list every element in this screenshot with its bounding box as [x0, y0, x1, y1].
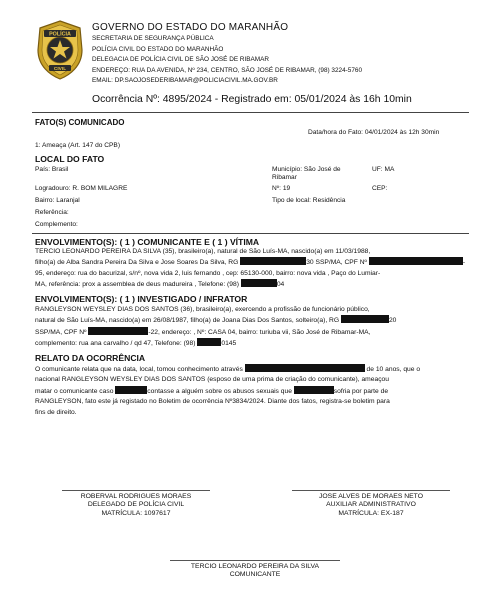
- signature-bottom-role: COMUNICANTE: [229, 571, 281, 579]
- redaction-block: [197, 338, 221, 346]
- badge-top-text: POLÍCIA: [49, 31, 71, 38]
- location-number: Nº: 19: [272, 185, 291, 192]
- location-reference: Referência:: [35, 209, 69, 216]
- header-address: ENDEREÇO: RUA DA AVENIDA, Nº 234, CENTRO, SÃO JOSÉ DE RIBAMAR, (98) 3224-5760: [92, 66, 362, 74]
- signature-left-name: ROBERVAL RODRIGUES MORAES: [80, 493, 192, 500]
- police-badge-icon: [36, 20, 84, 80]
- signature-right: [279, 493, 463, 518]
- signature-line-right: [292, 490, 450, 491]
- location-district: Bairro: Laranjal: [35, 197, 80, 204]
- header-government: GOVERNO DO ESTADO DO MARANHÃO: [92, 22, 289, 33]
- suspect-line-4: complemento: rua ana carvalho / qd 47, Telefone: (98) 0145: [35, 340, 237, 348]
- signature-left-role: DELEGADO DE POLÍCIA CIVIL: [87, 501, 185, 509]
- signature-left: [44, 493, 228, 518]
- victim-title: ENVOLVIMENTO(S): ( 1 ) COMUNICANTE E ( 1 ) VÍTIMA: [35, 237, 260, 247]
- redaction-block: [245, 364, 365, 372]
- report-line-5: fins de direito.: [35, 408, 77, 416]
- badge-bottom-text: CIVIL: [53, 66, 67, 72]
- signature-right-name: JOSE ALVES DE MORAES NETO: [319, 493, 423, 500]
- header-email: EMAIL: DP.SAOJOSEDERIBAMAR@POLICIACIVIL.MA.GOV.BR: [92, 77, 278, 85]
- signature-line-left: [62, 490, 210, 491]
- report-line-3: matar o comunicante caso contasse a alguém sobre os abusos sexuais que sofria por parte de: [35, 387, 389, 395]
- facts-title: FATO(S) COMUNICADO: [35, 118, 125, 127]
- signature-line-bottom: [170, 560, 340, 561]
- signature-left-registration: MATRÍCULA: 1097617: [101, 509, 171, 517]
- signature-bottom: [160, 563, 350, 580]
- suspect-line-1: RANGLEYSON WEYSLEY DIAS DOS SANTOS (36), brasileiro(a), exercendo a profissão de funcionário público,: [35, 306, 370, 313]
- suspect-text: [35, 305, 472, 350]
- header-secretariat: SECRETARIA DE SEGURANÇA PÚBLICA: [92, 35, 214, 42]
- location-place-type: Tipo de local: Residência: [272, 197, 346, 204]
- redaction-block: [341, 315, 389, 323]
- facts-datetime: Data/hora do Fato: 04/01/2024 às 12h 30min: [308, 129, 440, 136]
- signature-right-registration: MATRÍCULA: EX-187: [338, 509, 404, 517]
- report-line-2: nacional RANGLEYSON WEYSLEY DIAS DOS SANTOS (esposo de uma prima de criação do comunicante), ameaçou: [35, 376, 389, 384]
- location-cep: CEP:: [372, 185, 388, 192]
- report-line-4: RANGLEYSON, fato este já registado no Boletim de ocorrência Nº3834/2024. Diante dos fatos, registra-se boletim para: [35, 398, 390, 406]
- redaction-block: [294, 386, 334, 394]
- suspect-title: ENVOLVIMENTO(S): ( 1 ) INVESTIGADO / INFRATOR: [35, 294, 248, 304]
- victim-line-3: 95, endereço: rua do bacurizal, s/nº, nova vida 2, luis fernando , cep: 65130-000, bairro: nova vida , Paço do Lumiar-: [35, 269, 381, 277]
- suspect-line-3: SSP/MA, CPF Nº -22, endereço: , Nº: CASA 04, bairro: turiuba vii, São José de Ribamar-MA,: [35, 328, 371, 336]
- occurrence-number: Ocorrência Nº: 4895/2024 - Registrado em: 05/01/2024 às 16h 10min: [92, 94, 412, 105]
- redaction-block: [240, 257, 306, 265]
- redaction-block: [115, 386, 147, 394]
- redaction-block: [369, 257, 463, 265]
- location-street: Logradouro: R. BOM MILAGRE: [35, 185, 128, 192]
- redaction-block: [241, 279, 277, 287]
- header-delegacia: DELEGACIA DE POLÍCIA CIVIL DE SÃO JOSÉ DE RIBAMAR: [92, 56, 269, 64]
- victim-line-2: filho(a) de Alba Sandra Pereira Da Silva e Jose Soares Da Silva, RG 30 SSP/MA, CPF Nº -: [35, 259, 466, 267]
- location-municipality: Município: São José de: [272, 166, 341, 173]
- header-divider: [32, 112, 469, 113]
- redaction-block: [88, 327, 148, 335]
- location-complement: Complemento:: [35, 221, 78, 228]
- location-uf: UF: MA: [372, 166, 395, 173]
- location-country: País: Brasil: [35, 166, 69, 173]
- victim-line-1: TERCIO LEONARDO PEREIRA DA SILVA (35), brasileiro(a), natural de São Luís-MA, nascido(a) em 11/03/1988,: [35, 248, 371, 255]
- victim-text: [35, 247, 472, 291]
- document-header: [92, 22, 472, 87]
- report-line-1: O comunicante relata que na data, local, tomou conhecimento através de 10 anos, que o: [35, 366, 421, 373]
- location-divider: [32, 233, 469, 234]
- signature-right-role: AUXILIAR ADMINISTRATIVO: [326, 501, 416, 509]
- report-title: RELATO DA OCORRÊNCIA: [35, 353, 146, 363]
- location-municipality-cont: Ribamar: [272, 174, 297, 181]
- location-title: LOCAL DO FATO: [35, 154, 105, 164]
- victim-line-4: MA, referência: prox a assemblea de deus madureira , Telefone: (98) 04: [35, 281, 285, 289]
- signature-bottom-name: TERCIO LEONARDO PEREIRA DA SILVA: [190, 563, 320, 570]
- report-text: [35, 364, 472, 418]
- facts-item: 1: Ameaça (Art. 147 do CPB): [35, 142, 121, 149]
- header-police: POLÍCIA CIVIL DO ESTADO DO MARANHÃO: [92, 45, 224, 53]
- suspect-line-2: natural de São Luís-MA, nascido(a) em 26/08/1987, filho(a) de Joana Dias Dos Santos, solteiro(a), RG 20: [35, 317, 397, 325]
